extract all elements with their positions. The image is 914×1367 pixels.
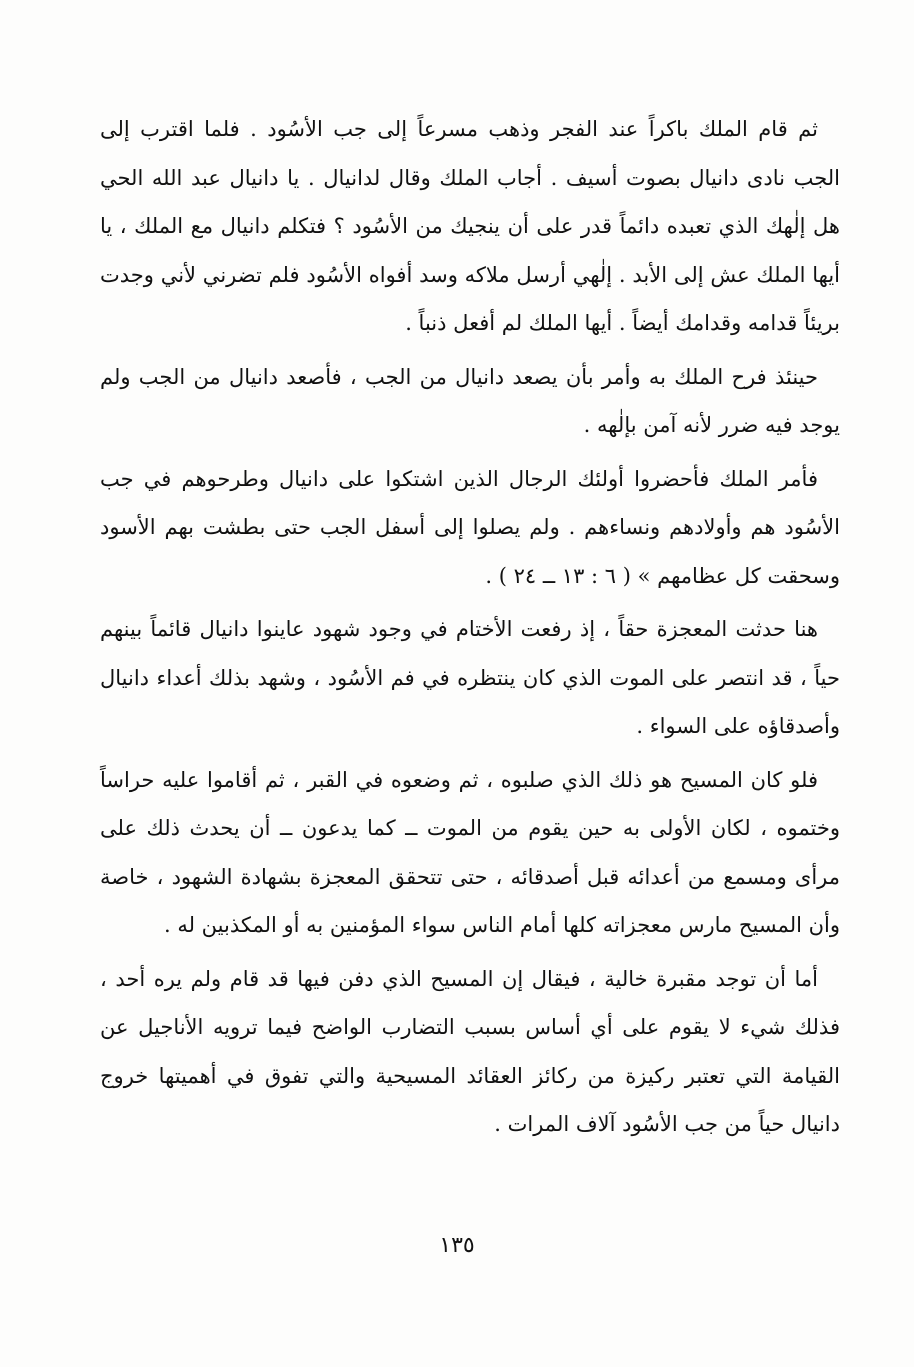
paragraph-6: أما أن توجد مقبرة خالية ، فيقال إن المسيح الذي دفن فيها قد قام ولم يره أحد ، فذلك شيء لا يقوم على أي أساس بسبب التضارب الواضح فيما ترويه الأناجيل عن القيامة التي تعتبر ركيزة من ركائز العقائد المسيحية والتي تفوق في أهميتها خروج دانيال حياً من جب الأسُود آلاف المرات . (100, 966, 840, 1136)
paragraph-3: فأمر الملك فأحضروا أولئك الرجال الذين اشتكوا على دانيال وطرحوهم في جب الأسُود هم وأولادهم ونساءهم . ولم يصلوا إلى أسفل الجب حتى بطشت بهم الأسود وسحقت كل عظامهم » ( ٦ : ١٣ ــ ٢٤ ) . (100, 466, 840, 588)
paragraph-2: حينئذ فرح الملك به وأمر بأن يصعد دانيال من الجب ، فأصعد دانيال من الجب ولم يوجد فيه ضرر لأنه آمن بإلٰهه . (100, 364, 840, 437)
paragraph-4: هنا حدثت المعجزة حقاً ، إذ رفعت الأختام في وجود شهود عاينوا دانيال قائماً بينهم حياً ، قد انتصر على الموت الذي كان ينتظره في فم الأسُود ، وشهد بذلك أعداء دانيال وأصدقاؤه على السواء . (100, 617, 840, 738)
page-number: ١٣٥ (439, 1233, 475, 1258)
paragraph-5: فلو كان المسيح هو ذلك الذي صلبوه ، ثم وضعوه في القبر ، ثم أقاموا عليه حراساً وختموه ، لكان الأولى به حين يقوم من الموت ــ كما يدعون ــ أن يحدث ذلك على مرأى ومسمع من أعدائه قبل أصدقائه ، حتى تتحقق المعجزة بشهادة الشهود ، خاصة وأن المسيح مارس معجزاته كلها أمام الناس سواء المؤمنين به أو المكذبين له . (100, 767, 840, 937)
paragraph-1: ثم قام الملك باكراً عند الفجر وذهب مسرعاً إلى جب الأسُود . فلما اقترب إلى الجب نادى دانيال بصوت أسيف . أجاب الملك وقال لدانيال . يا دانيال عبد الله الحي هل إلٰهك الذي تعبده دائماً قدر على أن ينجيك من الأسُود ؟ فتكلم دانيال مع الملك ، يا أيها الملك عش إلى الأبد . إلٰهي أرسل ملاكه وسد أفواه الأسُود فلم تضرني لأني وجدت بريئاً قدامه وقدامك أيضاً . أيها الملك لم أفعل ذنباً . (100, 117, 840, 335)
body-text (100, 105, 840, 1154)
